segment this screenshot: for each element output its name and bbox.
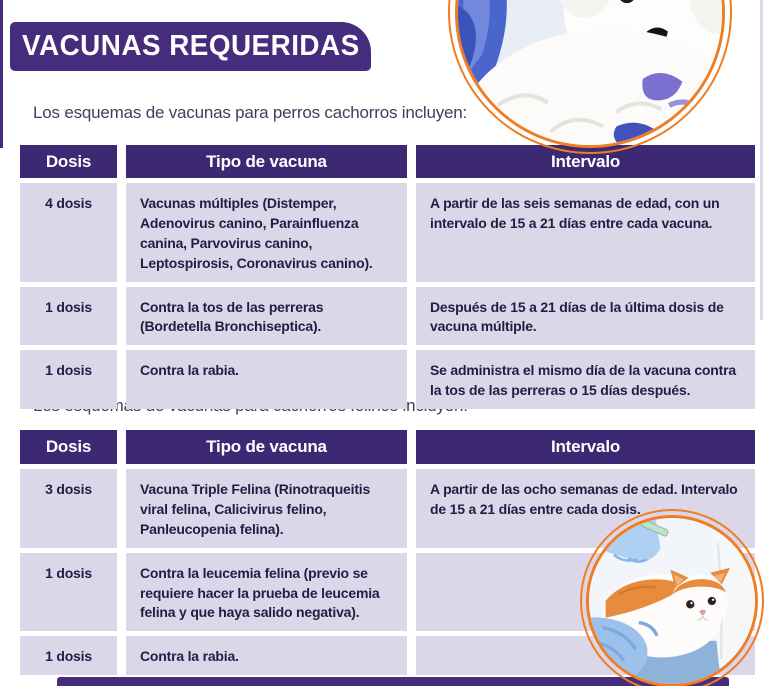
- dog-vaccine-table: [20, 145, 755, 409]
- cat-row1-tipo: Vacuna Triple Felina (Rinotraqueitis viral felina, Calicivirus felino, Panleucopenia felina).: [126, 469, 407, 548]
- dog-row2-dosis: 1 dosis: [20, 287, 117, 346]
- dog-table-header-dosis: Dosis: [20, 145, 117, 178]
- cat-row2-dosis: 1 dosis: [20, 553, 117, 632]
- page-title: VACUNAS REQUERIDAS: [21, 30, 360, 62]
- dog-row1-tipo: Vacunas múltiples (Distemper, Adenovirus canino, Parainfluenza canina, Parvovirus canino, Leptospirosis, Coronavirus canino).: [126, 183, 407, 282]
- puppy-photo: [455, 0, 725, 148]
- dog-row3-intervalo: Se administra el mismo día de la vacuna contra la tos de las perreras o 15 días después.: [416, 350, 755, 409]
- title-banner: [10, 22, 371, 71]
- puppy-photo-illustration: [458, 0, 722, 145]
- dog-row1-dosis: 4 dosis: [20, 183, 117, 282]
- cat-row1-dosis: 3 dosis: [20, 469, 117, 548]
- dog-table-header-tipo: Tipo de vacuna: [126, 145, 407, 178]
- cat-row3-tipo: Contra la rabia.: [126, 636, 407, 675]
- dog-table-header-intervalo: Intervalo: [416, 145, 755, 178]
- dog-row3-tipo: Contra la rabia.: [126, 350, 407, 409]
- dog-row1-intervalo: A partir de las seis semanas de edad, con un intervalo de 15 a 21 días entre cada vacuna.: [416, 183, 755, 282]
- kitten-photo: [586, 515, 758, 686]
- left-edge-accent: [0, 0, 3, 148]
- cat-table-header-tipo: Tipo de vacuna: [126, 430, 407, 464]
- right-edge-accent: [760, 0, 763, 320]
- dog-row2-tipo: Contra la tos de las perreras (Bordetella Bronchiseptica).: [126, 287, 407, 346]
- cat-table-header-dosis: Dosis: [20, 430, 117, 464]
- cat-row2-tipo: Contra la leucemia felina (previo se requiere hacer la prueba de leucemia felina y que haya salido negativa).: [126, 553, 407, 632]
- dog-section-intro: Los esquemas de vacunas para perros cachorros incluyen:: [33, 103, 468, 122]
- dog-row2-intervalo: Después de 15 a 21 días de la última dosis de vacuna múltiple.: [416, 287, 755, 346]
- cat-row1-intervalo: A partir de las ocho semanas de edad. Intervalo de 15 a 21 días entre cada dosis.: [416, 469, 755, 548]
- cat-row3-dosis: 1 dosis: [20, 636, 117, 675]
- cat-table-header-intervalo: Intervalo: [416, 430, 755, 464]
- kitten-photo-illustration: [589, 518, 755, 684]
- dog-row3-dosis: 1 dosis: [20, 350, 117, 409]
